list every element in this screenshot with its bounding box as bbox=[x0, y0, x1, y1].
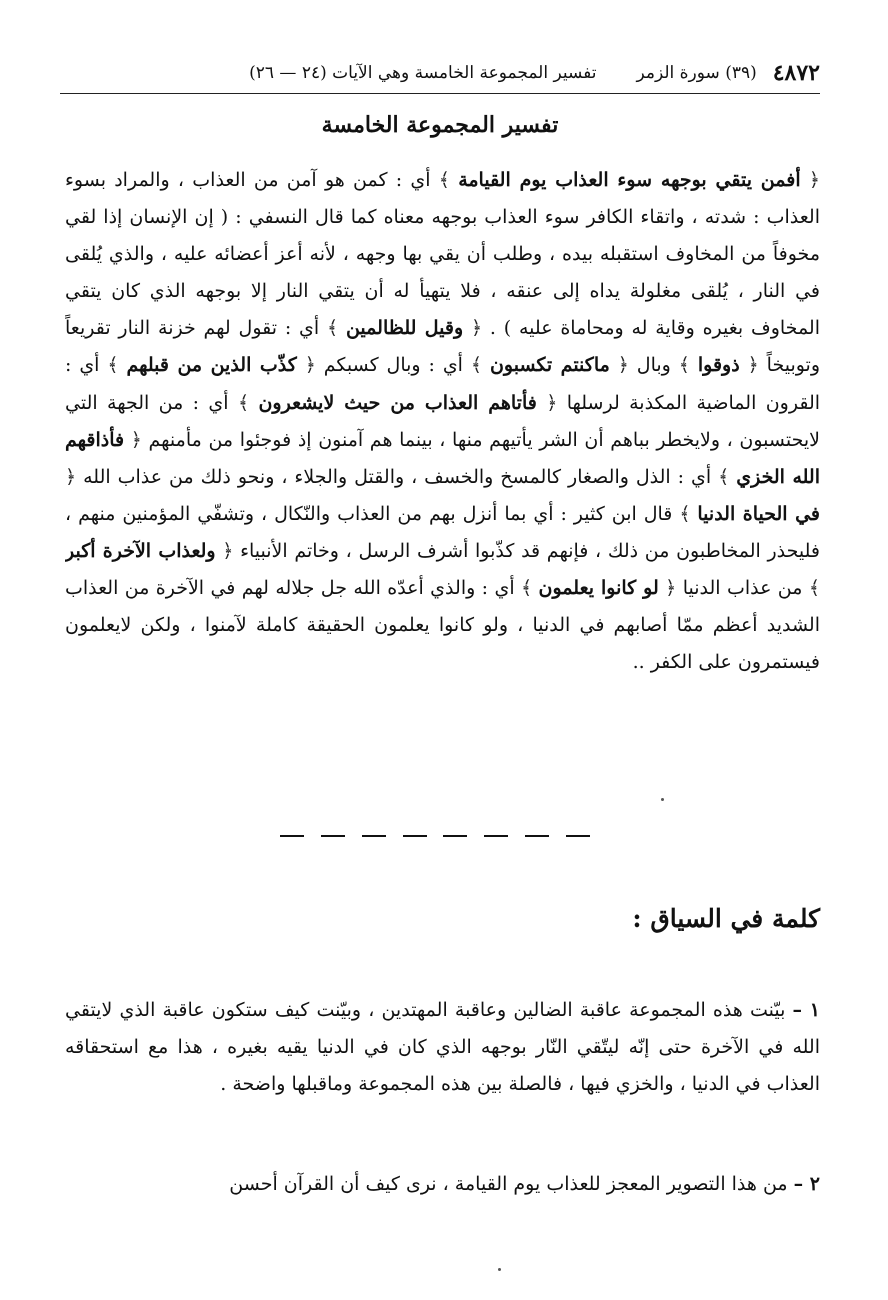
verse-close-ornament: ﴾ bbox=[678, 354, 690, 377]
verse-quote: لو كانوا يعلمون bbox=[538, 577, 659, 600]
context-heading: كلمة في السياق : bbox=[632, 904, 820, 933]
verse-close-ornament: ﴾ bbox=[470, 354, 483, 377]
commentary-text: من عذاب الدنيا bbox=[682, 577, 803, 600]
verse-open-ornament: ﴿ bbox=[665, 577, 677, 600]
commentary-text: أي : وبال كسبكم bbox=[323, 354, 463, 377]
surah-label: (٣٩) سورة الزمر bbox=[636, 63, 757, 83]
point-text: بيّنت هذه المجموعة عاقبة الضالين وعاقبة المهتدين ، وبيّنت كيف ستكون عاقبة الذي لايتقي الله في الآخرة حتى إنّه ليتّقي النّار بوجهه الذي كان في الدنيا يقيه بغيره ، هذا مع استحقاقه العذاب في الدنيا ، والخزي فيها ، فالصلة بين هذه المجموعة وماقبلها واضحة . bbox=[65, 999, 820, 1096]
verse-open-ornament: ﴿ bbox=[470, 317, 483, 340]
separator-dash bbox=[403, 835, 427, 837]
separator-dash bbox=[566, 835, 590, 837]
verse-close-ornament: ﴾ bbox=[679, 502, 691, 525]
commentary-text: قال ابن كثير : أي بما أنزل بهم من العذاب والنّكال ، وتشفّي المؤمنين منهم ، فليحذر المخاطبون من ذلك ، فإنهم قد كذّبوا أشرف الرسل ، وخاتم الأنبياء bbox=[65, 502, 820, 562]
verse-open-ornament: ﴿ bbox=[130, 428, 142, 451]
verse-close-ornament: ﴾ bbox=[107, 354, 119, 377]
verse-open-ornament: ﴿ bbox=[808, 169, 820, 191]
commentary-text: أي : الذل والصغار كالمسخ والخسف ، والقتل والجلاء ، ونحو ذلك من عذاب الله bbox=[83, 465, 712, 488]
separator-dash bbox=[443, 835, 467, 837]
scan-speck bbox=[661, 798, 664, 801]
point-number: ١ – bbox=[792, 999, 820, 1021]
verse-quote: ولعذاب الآخرة أكبر bbox=[65, 539, 216, 562]
verse-close-ornament: ﴾ bbox=[327, 317, 339, 340]
separator-dash bbox=[321, 835, 345, 837]
header-rule bbox=[60, 93, 820, 94]
running-header bbox=[60, 58, 820, 88]
page-number: ٤٨٧٢ bbox=[772, 60, 820, 86]
point-number: ٢ – bbox=[793, 1173, 820, 1195]
verse-close-ornament: ﴾ bbox=[718, 465, 730, 488]
verse-close-ornament: ﴾ bbox=[438, 169, 450, 191]
commentary-text: أي : تقول لهم خزنة النار تقريعاً وتوبيخاً bbox=[65, 317, 820, 377]
commentary-text: أي : كمن هو آمن من العذاب ، والمراد بسوء العذاب : شدته ، واتقاء الكافر سوء العذاب بوجهه معناه كما قال النسفي : ( إن الإنسان إذا لقي مخوفاً من المخاوف استقبله بيده ، وطلب أن يقي بها وجهه ، لأنه أعز أعضائه عليه ، والذي يُلقى في النار ، يُلقى مغلولة يداه إلى عنقه ، فلا يتهيأ له أن يتقي النار إلا بوجهه الذي كان يتقي المخاوف بغيره وقاية له ومحاماة عليه ) . bbox=[65, 169, 820, 340]
commentary-text: أي : من الجهة التي لايحتسبون ، ولايخطر بباهم أن الشر يأتيهم منها ، بينما هم آمنون إذ فوجئوا من مأمنهم bbox=[65, 391, 820, 451]
verse-close-ornament: ﴾ bbox=[237, 391, 250, 414]
verse-open-ornament: ﴿ bbox=[304, 354, 316, 377]
verse-quote: أفمن يتقي بوجهه سوء العذاب يوم القيامة bbox=[458, 169, 801, 191]
separator-dash bbox=[280, 835, 304, 837]
context-point-1 bbox=[65, 992, 820, 1167]
verse-quote: وقيل للظالمين bbox=[345, 317, 464, 340]
verse-open-ornament: ﴿ bbox=[747, 354, 759, 377]
separator-dash bbox=[362, 835, 386, 837]
verse-quote: فأذاقهم الله الخزي bbox=[65, 428, 820, 488]
dashed-separator bbox=[280, 832, 590, 840]
point-text: من هذا التصوير المعجز للعذاب يوم القيامة ، نرى كيف أن القرآن أحسن bbox=[229, 1173, 788, 1195]
verse-close-ornament: ﴾ bbox=[521, 577, 533, 600]
commentary-text: وبال bbox=[636, 354, 671, 377]
separator-dash bbox=[525, 835, 549, 837]
tafsir-paragraph bbox=[65, 162, 820, 822]
verse-quote: ذوقوا bbox=[697, 354, 740, 377]
verse-quote: في الحياة الدنيا bbox=[697, 502, 820, 525]
section-heading: تفسير المجموعة الخامسة bbox=[321, 112, 559, 138]
separator-dash bbox=[484, 835, 508, 837]
verse-quote: كذّب الذين من قبلهم bbox=[126, 354, 297, 377]
context-point-2 bbox=[65, 1166, 820, 1206]
verse-open-ornament: ﴿ bbox=[65, 465, 77, 488]
verse-quote: ماكنتم تكسبون bbox=[489, 354, 610, 377]
verse-open-ornament: ﴿ bbox=[617, 354, 629, 377]
verse-close-ornament: ﴾ bbox=[808, 577, 820, 600]
commentary-text: أي : والذي أعدّه الله جل جلاله لهم في الآخرة من العذاب الشديد أعظم ممّا أصابهم في الدنيا ، ولو كانوا يعلمون الحقيقة كاملة لآمنوا ، ولكن لايعلمون فيستمرون على الكفر .. bbox=[65, 577, 820, 674]
commentary-text: أي : القرون الماضية المكذبة لرسلها bbox=[65, 354, 820, 414]
scan-speck bbox=[498, 1268, 501, 1271]
section-label: تفسير المجموعة الخامسة وهي الآيات (٢٤ — ٢٦) bbox=[249, 63, 597, 83]
verse-open-ornament: ﴿ bbox=[222, 539, 234, 562]
verse-quote: فأتاهم العذاب من حيث لايشعرون bbox=[258, 391, 537, 414]
verse-open-ornament: ﴿ bbox=[546, 391, 558, 414]
